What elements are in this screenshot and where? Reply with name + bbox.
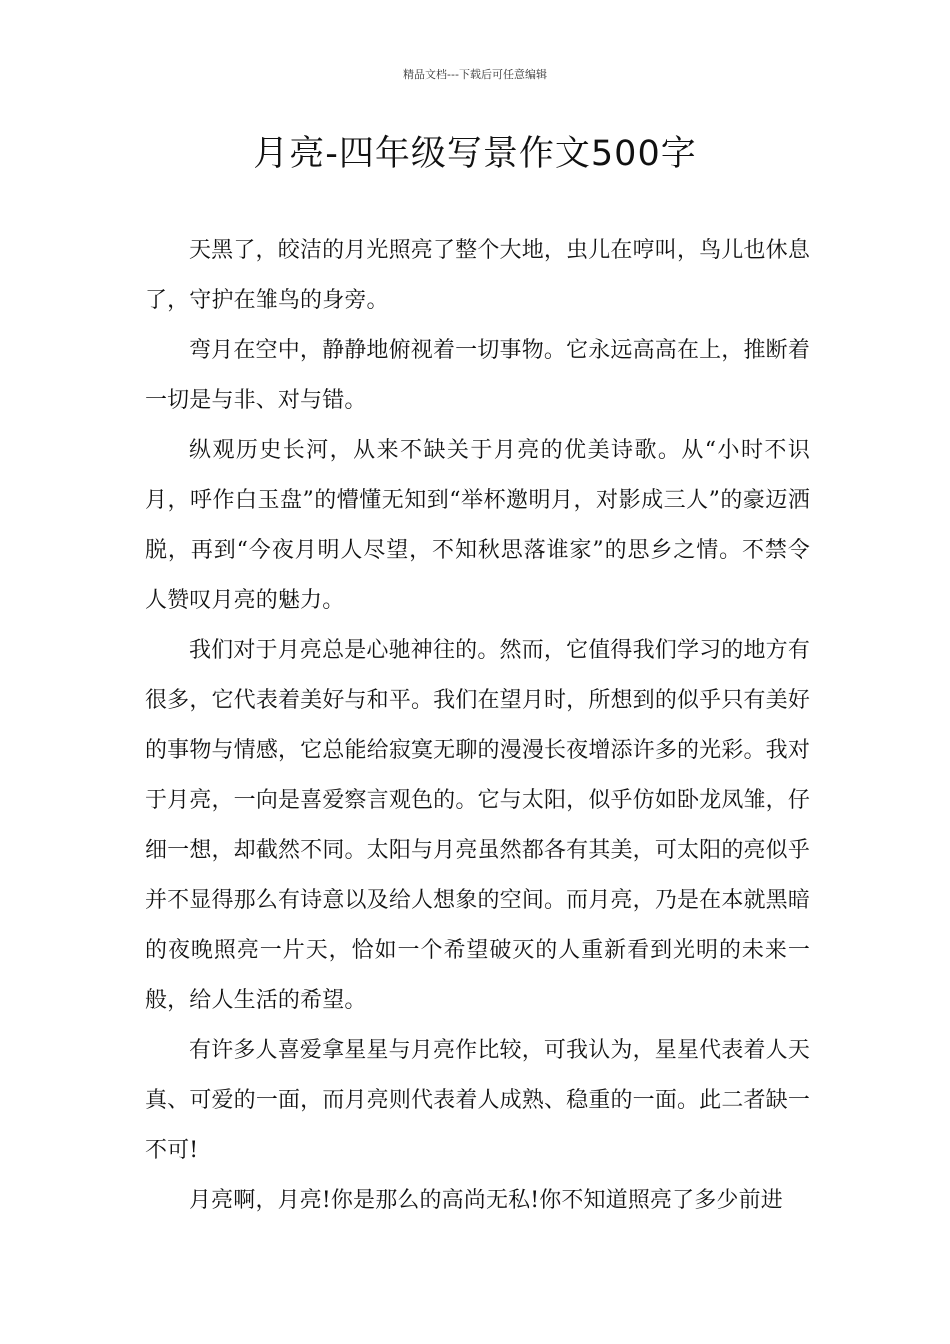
paragraph: 有许多人喜爱拿星星与月亮作比较，可我认为，星星代表着人天真、可爱的一面，而月亮则代表着人成熟、稳重的一面。此二者缺一不可! [145, 1038, 810, 1163]
paragraph: 月亮啊，月亮!你是那么的高尚无私!你不知道照亮了多少前进 [189, 1188, 783, 1213]
paragraph: 纵观历史长河，从来不缺关于月亮的优美诗歌。从“小时不识月，呼作白玉盘”的懵懂无知到“举杯邀明月，对影成三人”的豪迈洒脱，再到“今夜月明人尽望，不知秋思落谁家”的思乡之情。不禁令人赞叹月亮的魅力。 [145, 438, 810, 613]
paragraph: 弯月在空中，静静地俯视着一切事物。它永远高高在上，推断着一切是与非、对与错。 [145, 338, 810, 413]
paragraph: 天黑了，皎洁的月光照亮了整个大地，虫儿在哼叫，鸟儿也休息了，守护在雏鸟的身旁。 [145, 238, 810, 313]
header-note: 精品文档---下载后可任意编辑 [403, 68, 547, 81]
paragraph: 我们对于月亮总是心驰神往的。然而，它值得我们学习的地方有很多，它代表着美好与和平。我们在望月时，所想到的似乎只有美好的事物与情感，它总能给寂寞无聊的漫漫长夜增添许多的光彩。我对于月亮，一向是喜爱察言观色的。它与太阳，似乎仿如卧龙凤雏，仔细一想，却截然不同。太阳与月亮虽然都各有其美，可太阳的亮似乎并不显得那么有诗意以及给人想象的空间。而月亮，乃是在本就黑暗的夜晚照亮一片天，恰如一个希望破灭的人重新看到光明的未来一般，给人生活的希望。 [145, 638, 810, 1013]
page-title: 月亮-四年级写景作文500字 [253, 134, 697, 174]
document-body [145, 226, 810, 1226]
